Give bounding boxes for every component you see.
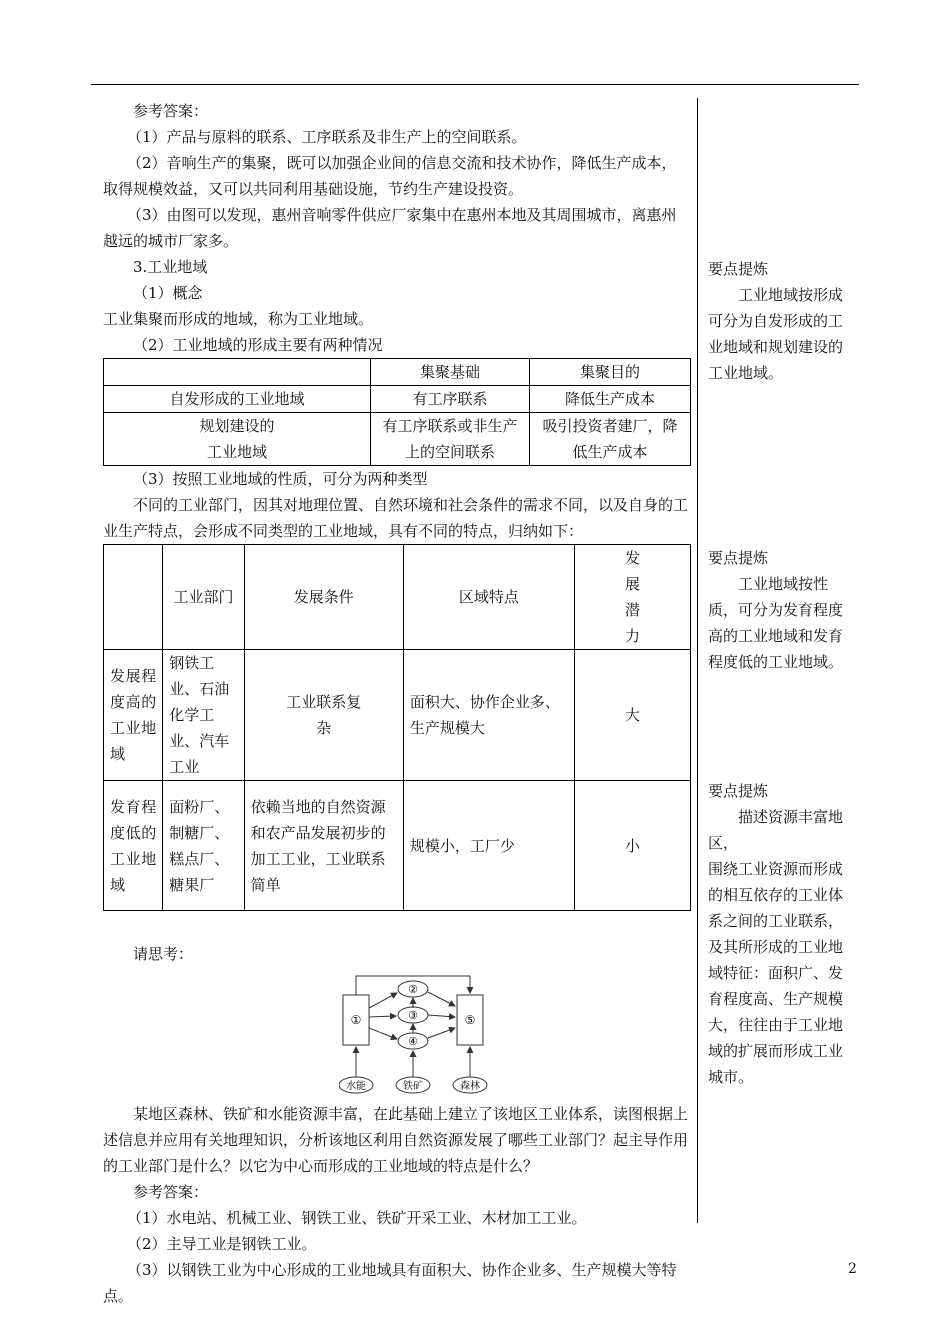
- sidebar-note-2: [708, 545, 853, 675]
- sidebar-note-title: 要点提炼: [708, 549, 769, 567]
- table-header-cell: 发展潜力: [574, 545, 690, 650]
- flow-arrow: [369, 993, 397, 1008]
- table-cell: 自发形成的工业地域: [104, 386, 371, 413]
- answer1-heading: 参考答案：: [133, 102, 209, 120]
- flow-arrow: [428, 1028, 455, 1038]
- table-cell: 工业联系复杂: [244, 650, 403, 781]
- table-cell: 规模小，工厂少: [403, 781, 574, 911]
- type-table: [103, 544, 691, 911]
- table-cell: 依赖当地的自然资源和农产品发展初步的加工工业，工业联系简单: [244, 781, 403, 911]
- table-cell: 降低生产成本: [530, 386, 691, 413]
- sidebar-note-text: 工业地域按性质，可分为发育程度高的工业地域和发育程度低的工业地域。: [708, 575, 844, 671]
- type-text: 不同的工业部门，因其对地理位置、自然环境和社会条件的需求不同，以及自身的工业生产特点，会形成不同类型的工业地域，具有不同的特点，归纳如下：: [103, 496, 689, 540]
- node-label: ③: [408, 1009, 418, 1022]
- formation-label: （2）工业地域的形成主要有两种情况: [133, 336, 383, 354]
- formation-table: [103, 358, 691, 466]
- table-cell: 面积大、协作企业多、生产规模大: [403, 650, 574, 781]
- node-label: ②: [408, 983, 418, 996]
- concept-label: （1）概念: [133, 284, 203, 302]
- table-cell: 钢铁工业、石油化学工业、汽车工业: [163, 650, 244, 781]
- flow-arrow: [369, 1028, 397, 1039]
- answer2-item: （3）以钢铁工业为中心形成的工业地域具有面积大、协作企业多、生产规模大等特点。: [103, 1261, 677, 1305]
- table-cell: 发展程度高的工业地域: [104, 650, 163, 781]
- answer1-item: （1）产品与原料的联系、工序联系及非生产上的空间联系。: [127, 128, 527, 146]
- table-header-cell: 集聚基础: [371, 359, 530, 386]
- page-number: 2: [848, 1261, 857, 1277]
- answer2-item: （2）主导工业是钢铁工业。: [127, 1235, 317, 1253]
- flow-arrow: [428, 1015, 455, 1017]
- main-column: [103, 98, 691, 1309]
- sidebar-note-3: [708, 778, 853, 1090]
- table-header-cell: [104, 545, 163, 650]
- table-header-cell: 区域特点: [403, 545, 574, 650]
- table-header-row: [104, 359, 691, 386]
- table-cell: 大: [574, 650, 690, 781]
- resource-label: 森林: [460, 1081, 480, 1092]
- node-label: ①: [350, 1013, 362, 1027]
- sidebar-note-text: 工业地域按形成可分为自发形成的工业地域和规划建设的工业地域。: [708, 286, 844, 382]
- resource-label: 铁矿: [403, 1081, 423, 1092]
- answer2-item: （1）水电站、机械工业、钢铁工业、铁矿开采工业、木材加工工业。: [127, 1209, 587, 1227]
- think-label: 请思考：: [133, 945, 194, 963]
- table-header-cell: 集聚目的: [530, 359, 691, 386]
- flow-arrow: [428, 992, 455, 1006]
- header-rule: [91, 84, 859, 85]
- table-cell: 小: [574, 781, 690, 911]
- table-row: [104, 650, 691, 781]
- type-label: （3）按照工业地域的性质，可分为两种类型: [133, 470, 428, 488]
- answer2-heading: 参考答案：: [133, 1183, 209, 1201]
- sidebar-note-title: 要点提炼: [708, 260, 769, 278]
- table-cell: 发育程度低的工业地域: [104, 781, 163, 911]
- section-title: 3.工业地域: [133, 258, 208, 276]
- table-header-row: [104, 545, 691, 650]
- table-row: [104, 386, 691, 413]
- table-row: [104, 781, 691, 911]
- table-header-cell: [104, 359, 371, 386]
- table-row: [104, 413, 691, 466]
- table-cell: 有工序联系或非生产上的空间联系: [371, 413, 530, 466]
- node-label: ④: [408, 1035, 418, 1048]
- sidebar-note-title: 要点提炼: [708, 782, 769, 800]
- table-cell: 吸引投资者建厂，降低生产成本: [530, 413, 691, 466]
- answer1-item: （3）由图可以发现，惠州音响零件供应厂家集中在惠州本地及其周围城市，离惠州越远的城市厂家多。: [103, 206, 677, 250]
- table-cell: 面粉厂、制糖厂、糕点厂、糖果厂: [163, 781, 244, 911]
- answer1-item: （2）音响生产的集聚，既可以加强企业间的信息交流和技术协作，降低生产成本，取得规模效益，又可以共同利用基础设施，节约生产建设投资。: [103, 154, 677, 198]
- flow-arrow: [369, 1016, 396, 1017]
- column-divider: [697, 98, 698, 1223]
- sidebar-note-1: [708, 256, 853, 386]
- concept-text: 工业集聚而形成的地域，称为工业地域。: [103, 310, 374, 328]
- think-question: 某地区森林、铁矿和水能资源丰富，在此基础上建立了该地区工业体系，读图根据上述信息并应用有关地理知识，分析该地区利用自然资源发展了哪些工业部门？起主导作用的工业部门是什么？以它为中心而形成的工业地域的特点是什么？: [103, 1105, 689, 1175]
- node-label: ⑤: [464, 1013, 476, 1027]
- table-cell: 规划建设的工业地域: [104, 413, 371, 466]
- table-header-cell: 工业部门: [163, 545, 244, 650]
- table-header-cell: 发展条件: [244, 545, 403, 650]
- sidebar-note-text: 围绕工业资源而形成的相互依存的工业体系之间的工业联系，及其所形成的工业地域特征：面积广、发育程度高、生产规模大，往往由于工业地域的扩展而形成工业城市。: [708, 860, 844, 1086]
- industry-flow-diagram: [339, 973, 499, 1095]
- sidebar-note-text: 描述资源丰富地区，: [708, 808, 844, 852]
- table-cell: 有工序联系: [371, 386, 530, 413]
- resource-label: 水能: [346, 1081, 366, 1092]
